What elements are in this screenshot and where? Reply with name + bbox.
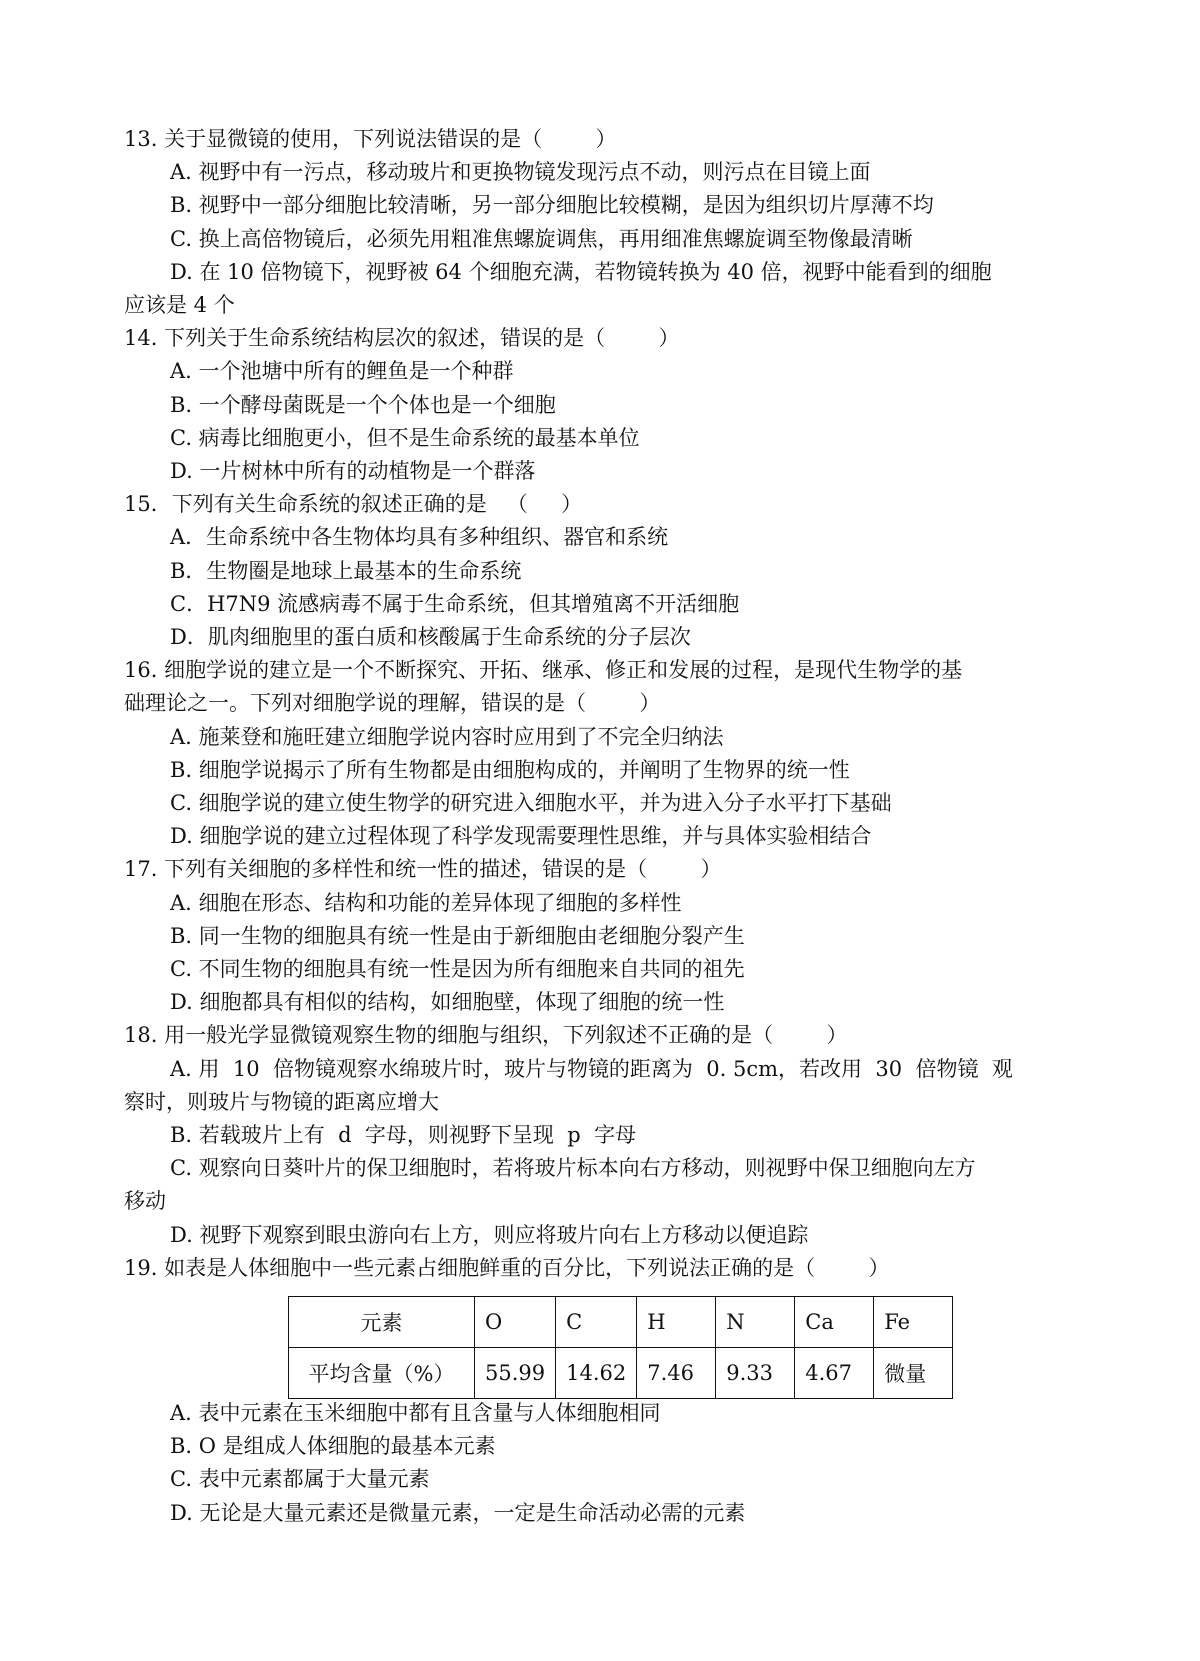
answer-option: B. O 是组成人体细胞的最基本元素 (170, 1434, 496, 1459)
question-stem: 13. 关于显微镜的使用，下列说法错误的是（ ） (124, 127, 617, 151)
table-header-row (289, 1297, 953, 1348)
table-cell: Ca (795, 1297, 874, 1348)
answer-option: B. 若载玻片上有 d 字母，则视野下呈现 p 字母 (170, 1123, 637, 1147)
table-cell: O (475, 1297, 556, 1348)
table-cell: C (556, 1297, 637, 1348)
question-stem: 14. 下列关于生命系统结构层次的叙述，错误的是（ ） (124, 326, 680, 351)
table-cell: 7.46 (637, 1348, 716, 1399)
answer-option: C. 病毒比细胞更小，但不是生命系统的最基本单位 (170, 425, 640, 450)
answer-option: A. 视野中有一污点，移动玻片和更换物镜发现污点不动，则污点在目镜上面 (170, 160, 871, 185)
question-stem: 15．下列有关生命系统的叙述正确的是 （ ） (124, 492, 583, 517)
question-stem: 18. 用一般光学显微镜观察生物的细胞与组织，下列叙述不正确的是（ ） (124, 1023, 848, 1048)
element-content-table (288, 1296, 953, 1399)
answer-option: B. 一个酵母菌既是一个个体也是一个细胞 (170, 392, 556, 417)
table-cell: 14.62 (556, 1348, 637, 1399)
answer-option: C. 细胞学说的建立使生物学的研究进入细胞水平，并为进入分子水平打下基础 (170, 791, 892, 815)
table-cell: 55.99 (475, 1348, 556, 1399)
question-stem-continuation: 础理论之一。下列对细胞学说的理解，错误的是（ ） (124, 691, 661, 716)
answer-option: D. 细胞学说的建立过程体现了科学发现需要理性思维，并与具体实验相结合 (170, 824, 872, 849)
table-cell: N (716, 1297, 795, 1348)
answer-option: A. 细胞在形态、结构和功能的差异体现了细胞的多样性 (170, 890, 682, 915)
question-stem: 16. 细胞学说的建立是一个不断探究、开拓、继承、修正和发展的过程，是现代生物学的基 (124, 658, 963, 683)
answer-option: D. 在 10 倍物镜下，视野被 64 个细胞充满，若物镜转换为 40 倍，视野中能看到的细胞 (170, 259, 992, 284)
table-cell: H (637, 1297, 716, 1348)
table-cell: 平均含量（%） (289, 1348, 475, 1399)
answer-option: B. 同一生物的细胞具有统一性是由于新细胞由老细胞分裂产生 (170, 923, 745, 948)
answer-option: B. 细胞学说揭示了所有生物都是由细胞构成的，并阐明了生物界的统一性 (170, 757, 850, 782)
answer-option: D．肌肉细胞里的蛋白质和核酸属于生命系统的分子层次 (170, 625, 691, 649)
answer-option: D. 无论是大量元素还是微量元素，一定是生命活动必需的元素 (170, 1500, 746, 1525)
answer-option: A．生命系统中各生物体均具有多种组织、器官和系统 (170, 525, 669, 550)
answer-option: C. 换上高倍物镜后，必须先用粗准焦螺旋调焦，再用细准焦螺旋调至物像最清晰 (170, 226, 913, 251)
answer-option: D. 一片树林中所有的动植物是一个群落 (170, 459, 536, 483)
answer-option-continuation: 察时，则玻片与物镜的距离应增大 (124, 1089, 439, 1114)
table-cell: 4.67 (795, 1348, 874, 1399)
answer-option: C. 表中元素都属于大量元素 (170, 1467, 430, 1492)
answer-option: A. 一个池塘中所有的鲤鱼是一个种群 (170, 359, 514, 384)
answer-option: C. 观察向日葵叶片的保卫细胞时，若将玻片标本向右方移动，则视野中保卫细胞向左方 (170, 1156, 976, 1181)
answer-option: A. 施莱登和施旺建立细胞学说内容时应用到了不完全归纳法 (170, 724, 724, 749)
question-stem: 19. 如表是人体细胞中一些元素占细胞鲜重的百分比，下列说法正确的是（ ） (124, 1255, 890, 1280)
table-row (289, 1348, 953, 1399)
table-cell: 微量 (874, 1348, 953, 1399)
table-cell: 元素 (289, 1297, 475, 1348)
answer-option: B. 视野中一部分细胞比较清晰，另一部分细胞比较模糊，是因为组织切片厚薄不均 (170, 193, 934, 218)
answer-option: C．H7N9 流感病毒不属于生命系统，但其增殖离不开活细胞 (170, 591, 740, 616)
answer-option: C. 不同生物的细胞具有统一性是因为所有细胞来自共同的祖先 (170, 957, 745, 981)
answer-option: D. 视野下观察到眼虫游向右上方，则应将玻片向右上方移动以便追踪 (170, 1222, 809, 1247)
answer-option-continuation: 应该是 4 个 (124, 293, 235, 317)
answer-option: B．生物圈是地球上最基本的生命系统 (170, 558, 522, 583)
table-cell: 9.33 (716, 1348, 795, 1399)
answer-option: A. 用 10 倍物镜观察水绵玻片时，玻片与物镜的距离为 0. 5cm，若改用 30 倍物镜 观 (170, 1056, 1013, 1081)
table-cell: Fe (874, 1297, 953, 1348)
answer-option: D. 细胞都具有相似的结构，如细胞壁，体现了细胞的统一性 (170, 990, 725, 1015)
answer-option-continuation: 移动 (124, 1189, 166, 1214)
question-stem: 17. 下列有关细胞的多样性和统一性的描述，错误的是（ ） (124, 857, 722, 882)
answer-option: A. 表中元素在玉米细胞中都有且含量与人体细胞相同 (170, 1401, 661, 1425)
